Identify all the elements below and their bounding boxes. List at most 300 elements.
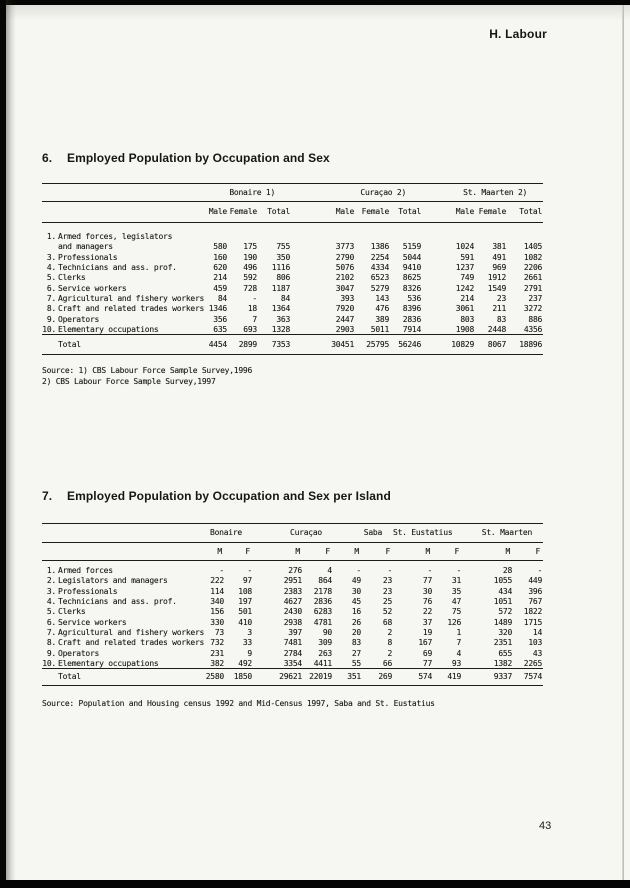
- cell-value: 37: [422, 617, 433, 627]
- cell-value: 363: [276, 314, 291, 324]
- table-row: [42, 283, 543, 293]
- cell-value: 2784: [283, 648, 302, 658]
- cell-value: 84: [280, 293, 291, 303]
- table-row: [42, 524, 543, 543]
- cell-value: 1908: [455, 324, 475, 334]
- cell-value: -: [219, 566, 224, 576]
- cell-value: 8625: [402, 273, 422, 283]
- cell-value: 214: [460, 293, 475, 303]
- cell-value: 2951: [283, 576, 302, 586]
- cell-value: 156: [210, 607, 224, 617]
- corner-cell: [42, 524, 205, 543]
- cell-value: 2: [387, 648, 393, 658]
- total-value: 574: [393, 669, 433, 686]
- cell-value: 309: [318, 638, 332, 648]
- cell-value: 5044: [402, 252, 422, 262]
- source-note-6: [42, 366, 252, 387]
- cell-value: 1024: [455, 242, 475, 252]
- cell-value: 20: [351, 627, 361, 637]
- page-number: 43: [539, 820, 552, 832]
- cell-value: 2254: [370, 252, 390, 262]
- cell-value: 382: [210, 658, 224, 668]
- cell-value: 75: [451, 607, 462, 617]
- cell-value: 26: [351, 617, 361, 627]
- cell-value: 2265: [523, 658, 543, 668]
- total-value: 419: [433, 669, 462, 686]
- column-group-header: Bonaire 1): [205, 184, 291, 202]
- total-value: 2580: [205, 669, 225, 686]
- total-value: 25795: [355, 335, 390, 355]
- cell-value: -: [456, 566, 462, 576]
- row-label-text: Technicians and ass. prof.: [58, 263, 177, 273]
- cell-value: -: [537, 566, 543, 576]
- row-label: [42, 638, 205, 648]
- row-label-text: Armed forces, legislators: [58, 232, 173, 242]
- table-row: [42, 242, 543, 252]
- cell-value: 16: [351, 607, 361, 617]
- table-row: [42, 648, 543, 658]
- section-7-title-text: Employed Population by Occupation and Sex per Island: [67, 489, 391, 503]
- cell-value: 2938: [283, 617, 302, 627]
- cell-value: 14: [532, 627, 543, 637]
- cell-value: 33: [242, 638, 252, 648]
- cell-value: 459: [213, 283, 227, 293]
- table-row: [42, 273, 543, 283]
- row-label: [42, 253, 205, 263]
- cell-value: 2206: [523, 263, 543, 273]
- cell-value: -: [252, 293, 257, 303]
- column-group-header: Saba: [333, 524, 393, 543]
- row-label-text: and managers: [58, 242, 113, 252]
- table-row: [42, 587, 543, 597]
- cell-value: 572: [498, 607, 513, 617]
- cell-value: 7920: [335, 304, 355, 314]
- cell-value: 28: [502, 566, 513, 576]
- cell-value: 969: [492, 263, 507, 273]
- table-row: [42, 335, 543, 355]
- column-header: M: [205, 543, 225, 561]
- cell-value: 3: [247, 627, 252, 637]
- cell-value: 263: [318, 648, 332, 658]
- total-value: 56246: [390, 335, 422, 355]
- cell-value: 197: [238, 597, 252, 607]
- cell-value: 3272: [523, 304, 543, 314]
- cell-value: 410: [238, 617, 252, 627]
- table-row: [42, 543, 543, 561]
- total-value: 18896: [507, 335, 543, 355]
- column-group-header: Bonaire: [205, 524, 253, 543]
- corner-cell: [42, 543, 205, 561]
- cell-value: 7914: [402, 324, 422, 334]
- section-6-title-text: Employed Population by Occupation and Sex: [67, 151, 330, 165]
- total-label: [42, 669, 205, 686]
- row-label-text: Armed forces: [58, 566, 113, 576]
- cell-value: 7: [252, 314, 257, 324]
- cell-value: 635: [213, 324, 227, 334]
- row-number: 4.: [46, 597, 56, 607]
- row-label-text: Agricultural and fishery workers: [58, 627, 205, 637]
- row-number: 6.: [46, 617, 56, 627]
- cell-value: 501: [238, 607, 252, 617]
- total-value: 9337: [462, 669, 513, 686]
- cell-value: 1242: [455, 283, 475, 293]
- table-row: [42, 184, 543, 202]
- total-value: 1850: [225, 669, 253, 686]
- row-number: 10.: [42, 658, 56, 668]
- spacer-row: [42, 223, 543, 233]
- cell-value: 84: [217, 293, 227, 303]
- row-number: 2.: [46, 576, 56, 586]
- cell-value: 4: [327, 566, 332, 576]
- cell-value: 160: [213, 252, 227, 262]
- column-header: M: [253, 543, 303, 561]
- cell-value: 536: [407, 293, 422, 303]
- row-number: 3.: [46, 252, 56, 262]
- cell-value: 8326: [402, 283, 422, 293]
- cell-value: 806: [276, 273, 291, 283]
- cell-value: 5159: [402, 242, 422, 252]
- column-header: M: [333, 543, 362, 561]
- row-number: 7.: [46, 627, 56, 637]
- cell-value: 76: [422, 597, 433, 607]
- cell-value: 73: [214, 627, 224, 637]
- cell-value: 30: [351, 586, 361, 596]
- total-value: 8067: [475, 335, 507, 355]
- source-note-7: [42, 699, 435, 710]
- row-label-text: Technicians and ass. prof.: [58, 597, 177, 607]
- cell-value: 393: [340, 293, 355, 303]
- row-label-text: Service workers: [58, 283, 127, 293]
- table-row: [42, 294, 543, 304]
- row-number: 1.: [46, 566, 56, 576]
- row-label-text: Operators: [58, 314, 100, 324]
- table-row: [42, 232, 543, 242]
- cell-value: 90: [322, 627, 332, 637]
- cell-value: 655: [498, 648, 513, 658]
- row-label: [42, 566, 205, 576]
- cell-value: -: [247, 566, 252, 576]
- section-6-number: 6.: [42, 151, 53, 165]
- row-label: [42, 232, 205, 242]
- page-edge-line: [622, 5, 624, 880]
- cell-value: 22: [422, 607, 433, 617]
- cell-value: 23: [382, 576, 393, 586]
- total-value: 10829: [422, 335, 475, 355]
- scan-edge-bottom: [0, 880, 630, 888]
- cell-value: 7481: [283, 638, 302, 648]
- cell-value: 4: [456, 648, 462, 658]
- column-header: F: [513, 543, 543, 561]
- source-note-6-line1: Source: 1) CBS Labour Force Sample Survey,1996: [42, 366, 253, 375]
- cell-value: 167: [418, 638, 433, 648]
- table-row: [42, 638, 543, 648]
- table-row: [42, 597, 543, 607]
- cell-value: 1405: [523, 242, 543, 252]
- cell-value: 1489: [493, 617, 513, 627]
- row-label: [42, 597, 205, 607]
- cell-value: 2448: [487, 324, 507, 334]
- cell-value: 2903: [335, 324, 355, 334]
- table-7-body: [42, 524, 543, 686]
- column-header: Male: [205, 202, 228, 223]
- row-number: 8.: [46, 304, 56, 314]
- cell-value: 7: [456, 638, 462, 648]
- column-header: Male: [291, 202, 355, 223]
- cell-value: 767: [528, 597, 543, 607]
- cell-value: 45: [351, 597, 361, 607]
- cell-value: 222: [210, 576, 224, 586]
- cell-value: 35: [451, 586, 462, 596]
- cell-value: 83: [351, 638, 361, 648]
- cell-value: 27: [351, 648, 361, 658]
- cell-value: 3354: [283, 658, 302, 668]
- row-label-text: Agricultural and fishery workers: [58, 293, 205, 303]
- row-label-text: Elementary occupations: [58, 324, 159, 334]
- row-label: [42, 283, 205, 293]
- binding-shadow: [6, 0, 16, 888]
- row-label-text: Service workers: [58, 617, 127, 627]
- cell-value: 580: [213, 242, 227, 252]
- row-label: [42, 617, 205, 627]
- cell-value: 1051: [493, 597, 513, 607]
- cell-value: 396: [528, 586, 543, 596]
- cell-value: 2178: [313, 586, 332, 596]
- cell-value: 3773: [335, 242, 355, 252]
- row-label: [42, 263, 205, 273]
- cell-value: 1328: [271, 324, 291, 334]
- row-label: [42, 659, 205, 669]
- cell-value: 143: [375, 293, 390, 303]
- cell-value: 2351: [493, 638, 513, 648]
- cell-value: 19: [422, 627, 433, 637]
- total-value: 269: [362, 669, 393, 686]
- section-7-number: 7.: [42, 489, 53, 503]
- cell-value: 4356: [523, 324, 543, 334]
- cell-value: 4411: [313, 658, 332, 668]
- section-6-title: [42, 151, 330, 165]
- column-header: M: [393, 543, 433, 561]
- row-number: 10.: [42, 324, 56, 334]
- cell-value: 886: [528, 314, 543, 324]
- cell-value: 2661: [523, 273, 543, 283]
- table-row: [42, 253, 543, 263]
- cell-value: 231: [210, 648, 224, 658]
- total-value: 2899: [228, 335, 258, 355]
- cell-value: 449: [528, 576, 543, 586]
- cell-value: -: [427, 566, 433, 576]
- cell-value: 97: [242, 576, 252, 586]
- row-label: [42, 628, 205, 638]
- cell-value: 434: [498, 586, 513, 596]
- cell-value: 732: [210, 638, 224, 648]
- row-label-text: Total: [58, 672, 81, 682]
- column-header: F: [362, 543, 393, 561]
- cell-value: 476: [375, 304, 390, 314]
- cell-value: 1715: [523, 617, 543, 627]
- cell-value: 1116: [271, 263, 291, 273]
- total-label: [42, 335, 205, 355]
- cell-value: 5279: [370, 283, 390, 293]
- cell-value: 2447: [335, 314, 355, 324]
- cell-value: 83: [496, 314, 507, 324]
- row-number: 1.: [46, 232, 56, 242]
- cell-value: 2430: [283, 607, 302, 617]
- scan-edge-top: [0, 0, 630, 5]
- cell-value: 320: [498, 627, 513, 637]
- cell-value: 803: [460, 314, 475, 324]
- cell-value: 2836: [402, 314, 422, 324]
- row-label-text: Operators: [58, 648, 100, 658]
- total-value: 22019: [303, 669, 333, 686]
- cell-value: 4627: [283, 597, 302, 607]
- column-header: Male: [422, 202, 475, 223]
- source-note-7-line1: Source: Population and Housing census 1992 and Mid-Census 1997, Saba and St. Eustatius: [42, 699, 435, 708]
- column-group-header: St. Eustatius: [393, 524, 462, 543]
- cell-value: 8: [387, 638, 393, 648]
- cell-value: 755: [276, 242, 291, 252]
- column-group-header: St. Maarten: [462, 524, 543, 543]
- cell-value: 23: [382, 586, 393, 596]
- cell-value: 49: [351, 576, 361, 586]
- row-label-text: Professionals: [58, 252, 118, 262]
- column-header: Female: [355, 202, 390, 223]
- source-note-6-line2: 2) CBS Labour Force Sample Survey,1997: [42, 376, 216, 386]
- row-number: 3.: [46, 586, 56, 596]
- cell-value: 66: [382, 658, 393, 668]
- cell-value: 1382: [493, 658, 513, 668]
- row-label: [42, 607, 205, 617]
- cell-value: 496: [243, 263, 257, 273]
- table-employed-by-occupation-and-sex-per-island: [42, 523, 543, 686]
- cell-value: 620: [213, 263, 227, 273]
- cell-value: 340: [210, 597, 224, 607]
- row-number: 5.: [46, 607, 56, 617]
- cell-value: 77: [422, 658, 433, 668]
- cell-value: 77: [422, 576, 433, 586]
- cell-value: 25: [382, 597, 393, 607]
- column-group-header: St. Maarten 2): [422, 184, 543, 202]
- cell-value: 749: [460, 273, 475, 283]
- cell-value: 728: [243, 283, 257, 293]
- row-label-text: Clerks: [58, 607, 86, 617]
- cell-value: 1187: [271, 283, 291, 293]
- row-label-text: Legislators and managers: [58, 576, 168, 586]
- cell-value: 592: [243, 273, 257, 283]
- cell-value: 4334: [370, 263, 390, 273]
- cell-value: 52: [382, 607, 393, 617]
- cell-value: 30: [422, 586, 433, 596]
- cell-value: 591: [460, 252, 475, 262]
- table-row: [42, 202, 543, 223]
- row-label: [42, 273, 205, 283]
- table-row: [42, 566, 543, 576]
- column-header: F: [225, 543, 253, 561]
- cell-value: 1082: [523, 252, 543, 262]
- cell-value: 1822: [523, 607, 543, 617]
- cell-value: 1237: [455, 263, 475, 273]
- row-label-text: Clerks: [58, 273, 86, 283]
- row-label: [42, 648, 205, 658]
- row-label: [42, 314, 205, 324]
- cell-value: 491: [492, 252, 507, 262]
- cell-value: 2790: [335, 252, 355, 262]
- row-number: 5.: [46, 273, 56, 283]
- cell-value: 108: [238, 586, 252, 596]
- cell-value: 1549: [487, 283, 507, 293]
- cell-value: 43: [532, 648, 543, 658]
- table-row: [42, 325, 543, 335]
- cell-value: 211: [492, 304, 507, 314]
- cell-value: 389: [375, 314, 390, 324]
- row-label: [42, 242, 205, 252]
- table-row: [42, 314, 543, 324]
- cell-value: 3047: [335, 283, 355, 293]
- row-label: [42, 576, 205, 586]
- cell-value: 5011: [370, 324, 390, 334]
- cell-value: 5076: [335, 263, 355, 273]
- corner-cell: [42, 202, 205, 223]
- cell-value: 1346: [208, 304, 227, 314]
- table-row: [42, 669, 543, 686]
- total-value: 4454: [205, 335, 228, 355]
- cell-value: 55: [351, 658, 361, 668]
- cell-value: 1912: [487, 273, 507, 283]
- column-header: F: [303, 543, 333, 561]
- cell-value: 2: [387, 627, 393, 637]
- section-7-title: [42, 489, 391, 503]
- row-label-text: Craft and related trades workers: [58, 304, 205, 314]
- row-number: 4.: [46, 263, 56, 273]
- cell-value: 23: [496, 293, 507, 303]
- column-header: Total: [390, 202, 422, 223]
- chapter-header: H. Labour: [489, 27, 547, 41]
- cell-value: 103: [528, 638, 543, 648]
- cell-value: 93: [451, 658, 462, 668]
- column-header: Total: [258, 202, 291, 223]
- cell-value: 126: [447, 617, 462, 627]
- cell-value: 18: [247, 304, 257, 314]
- cell-value: 693: [243, 324, 257, 334]
- cell-value: 356: [213, 314, 227, 324]
- cell-value: 47: [451, 597, 462, 607]
- cell-value: 190: [243, 252, 257, 262]
- table-6-body: [42, 184, 543, 355]
- column-group-header: Curaçao 2): [291, 184, 422, 202]
- table-row: [42, 659, 543, 669]
- cell-value: 2102: [335, 273, 355, 283]
- cell-value: 2791: [523, 283, 543, 293]
- column-header: M: [462, 543, 513, 561]
- cell-value: 3061: [455, 304, 475, 314]
- cell-value: 114: [210, 586, 224, 596]
- row-number: 9.: [46, 648, 56, 658]
- cell-value: 350: [276, 252, 291, 262]
- cell-value: 237: [528, 293, 543, 303]
- cell-value: 1364: [271, 304, 291, 314]
- row-label: [42, 325, 205, 335]
- cell-value: 9410: [402, 263, 422, 273]
- cell-value: 4781: [313, 617, 332, 627]
- cell-value: 6283: [313, 607, 332, 617]
- cell-value: 1055: [493, 576, 513, 586]
- cell-value: 214: [213, 273, 227, 283]
- row-label-text: Elementary occupations: [58, 658, 159, 668]
- table-row: [42, 223, 543, 233]
- table-employed-by-occupation-and-sex: [42, 183, 543, 355]
- column-header: Total: [507, 202, 543, 223]
- total-value: 7353: [258, 335, 291, 355]
- row-label: [42, 294, 205, 304]
